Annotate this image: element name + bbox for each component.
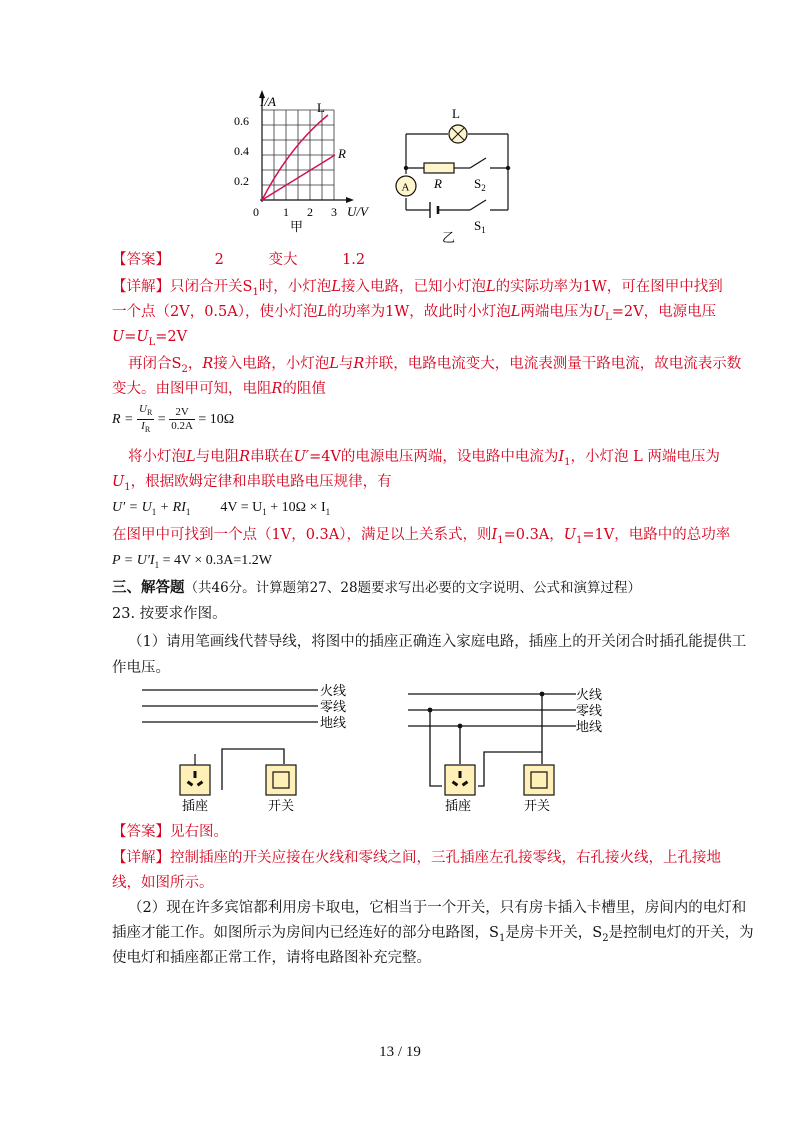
detail-para-2-line-2: 变大。由图甲可知，电阻R的阻值	[112, 381, 326, 397]
x-axis-arrow-icon	[346, 197, 354, 203]
socket-icon	[180, 754, 210, 795]
x-tick-0: 0	[253, 205, 259, 219]
socket-icon	[445, 765, 475, 795]
ground-wire-label: 地线	[320, 715, 347, 730]
lamp-label: L	[452, 106, 460, 121]
curve-L	[262, 115, 328, 200]
detail-line-1: 【详解】只闭合开关$S_1$时，小灯泡L接入电路，已知小灯泡L的实际功率为1W，可在图甲中找到	[112, 279, 723, 298]
answer-tag: 【答案】	[112, 252, 170, 268]
battery-icon	[430, 202, 438, 218]
equation-series: $U' = U_1 + RI_1$ $4V = U_1 + 10\Omega \times I_1$	[112, 500, 331, 517]
live-wire-label: 火线	[576, 687, 603, 702]
curve-L-label: L	[317, 100, 325, 115]
ammeter-label: A	[401, 181, 410, 194]
junction-dot	[458, 724, 463, 729]
detail-2-line-1: 【详解】控制插座的开关应接在火线和零线之间，三孔插座左孔接零线，右孔接火线，上孔接地	[112, 850, 721, 866]
junction-dot	[506, 166, 510, 170]
detail-line-2: 一个点（2V，0.5A），使小灯泡L的功率为1W，故此时小灯泡L两端电压为$U_L=2V$，电源电压	[112, 304, 717, 323]
page-number: 13 / 19	[379, 1044, 421, 1060]
fraction-ur-ir: $\frac{U_R}{I_R}$	[139, 403, 153, 435]
answer-value-1: 2	[214, 252, 224, 268]
question-23-part1-line1: （1）请用笔画线代替导线，将图中的插座正确连入家庭电路，插座上的开关闭合时插孔能提供工	[128, 634, 747, 650]
section-note: （共46分。计算题第27、28题要求写出必要的文字说明、公式和演算过程）	[184, 580, 642, 596]
graph-caption: 甲	[290, 219, 304, 234]
junction-dot	[428, 708, 433, 713]
live-wire-label: 火线	[320, 683, 347, 698]
junction-dot	[540, 692, 545, 697]
y-tick-0.4: 0.4	[234, 144, 249, 158]
answer-value-3: 1.2	[342, 252, 366, 268]
answer-value-2: 变大	[268, 252, 298, 268]
answer-line-1	[112, 250, 365, 270]
circuit-diagram	[386, 100, 526, 246]
socket-label: 插座	[182, 798, 209, 813]
detail-line-3: $U=U_L=2V$	[112, 329, 188, 348]
neutral-wire-label: 零线	[320, 699, 347, 714]
fraction-values: $\frac{2V}{0.2A}$	[171, 406, 193, 433]
equation-power: $P = U'I_1 = 4V \times 0.3A=1.2W$	[112, 553, 272, 570]
wiring-figure-original	[138, 680, 378, 815]
detail-2-line-2: 线，如图所示。	[112, 875, 214, 891]
x-tick-1: 1	[283, 205, 289, 219]
answer-tag: 【答案】	[112, 824, 170, 840]
detail-para-4: 在图甲中可找到一个点（1V，0.3A），满足以上关系式，则$I_1=0.3A$，$U_1=1V$，电路中的总功率	[112, 527, 731, 546]
y-tick-0.6: 0.6	[234, 114, 249, 128]
switch-label: 开关	[524, 798, 551, 813]
resistor-label: R	[434, 176, 442, 191]
switch2-label: $S_2$	[474, 176, 486, 193]
y-axis-label: I/A	[260, 94, 276, 109]
lamp-icon	[449, 125, 467, 143]
socket-label: 插座	[445, 798, 472, 813]
section-header	[112, 578, 641, 598]
detail-para-3-line-1: 将小灯泡L与电阻R串联在U′=4V的电源电压两端，设电路中电流为$I_1$，小灯泡 L 两端电压为	[128, 449, 720, 468]
question-23-part2-line3: 使电灯和插座都正常工作，请将电路图补充完整。	[112, 950, 431, 966]
detail-para-3-line-2: $U_1$，根据欧姆定律和串联电路电压规律，有	[112, 474, 392, 493]
question-23-part2-line2: 插座才能工作。如图所示为房间内已经连好的部分电路图，$S_1$是房卡开关，$S_2$是控制电灯的开关，为	[112, 925, 754, 944]
junction-dot	[404, 166, 408, 170]
x-tick-3: 3	[331, 205, 337, 219]
question-23-part1-line2: 作电压。	[112, 660, 170, 676]
resistor-icon	[424, 163, 454, 173]
graph-grid	[262, 110, 334, 200]
x-axis-label: U/V	[347, 204, 368, 219]
switch-label: 开关	[268, 798, 295, 813]
wiring-figure-answer	[404, 682, 644, 817]
answer-line-2	[112, 822, 228, 842]
question-23-stem: 23. 按要求作图。	[112, 606, 227, 622]
ground-wire-label: 地线	[576, 719, 603, 734]
detail-para-2-line-1: 再闭合$S_2$，R接入电路，小灯泡L与R并联，电路电流变大，电流表测量干路电流，故电流表示数	[128, 356, 742, 375]
curve-R-label: R	[338, 146, 346, 161]
section-title: 三、解答题	[112, 579, 185, 596]
switch1-label: $S_1$	[474, 218, 486, 235]
switch-icon	[266, 765, 296, 795]
answer-text: 见右图。	[170, 824, 228, 840]
iu-graph	[232, 86, 382, 246]
x-tick-2: 2	[307, 205, 313, 219]
equation-resistance: R = $\frac{U_R}{I_R}$ = $\frac{2V}{0.2A}$ = 10Ω	[112, 403, 235, 435]
question-23-part2-line1: （2）现在许多宾馆都利用房卡取电，它相当于一个开关，只有房卡插入卡槽里，房间内的电灯和	[128, 900, 747, 916]
neutral-wire-label: 零线	[576, 703, 603, 718]
circuit-caption: 乙	[442, 230, 456, 245]
switch-icon	[524, 765, 554, 795]
curve-R	[262, 155, 335, 200]
y-tick-0.2: 0.2	[234, 174, 249, 188]
